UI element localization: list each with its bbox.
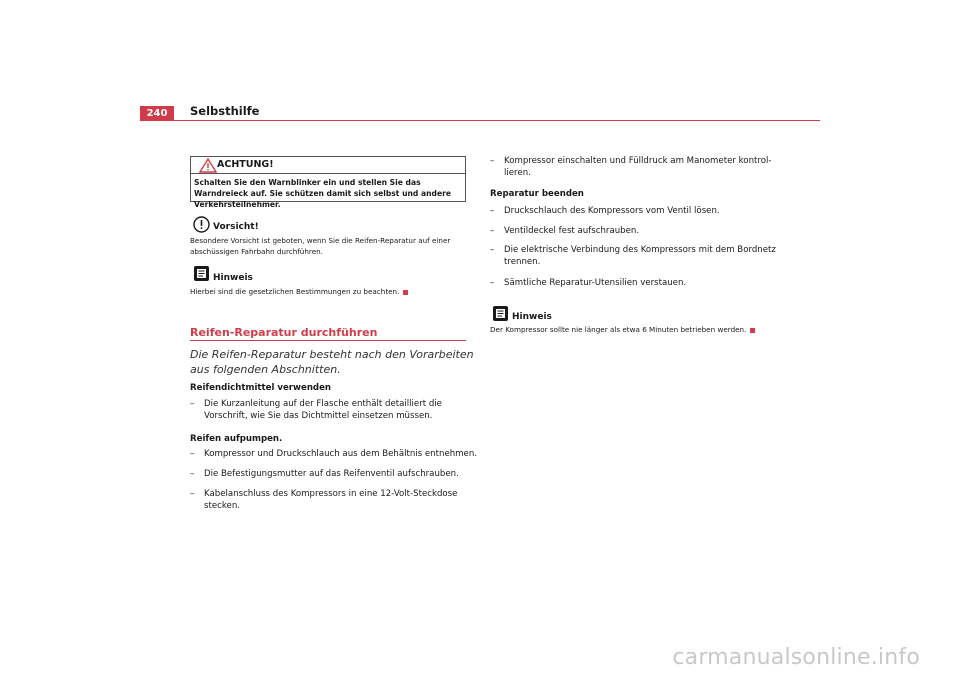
dash: –	[490, 278, 495, 288]
subheading-finish: Reparatur beenden	[490, 189, 584, 199]
warning-text: Schalten Sie den Warnblinker ein und stellen Sie das Warndreieck auf. Sie schützen damit sich selbst und andere Verkehrsteilnehmer.	[194, 178, 451, 209]
note-icon	[492, 305, 509, 322]
step	[190, 448, 494, 460]
step	[490, 277, 784, 289]
step	[490, 225, 784, 237]
note2-title: Hinweis	[512, 312, 552, 322]
dash: –	[490, 226, 495, 236]
page-number: 240	[140, 106, 174, 121]
dash: –	[490, 206, 495, 216]
step-text: Die elektrische Verbindung des Kompressors mit dem Bordnetz trennen.	[504, 245, 776, 267]
dash: –	[190, 469, 195, 479]
dash: –	[190, 399, 195, 409]
caution-text: Besondere Vorsicht ist geboten, wenn Sie die Reifen-Reparatur auf einer abschüssigen Fahrbahn durchführen.	[190, 236, 451, 256]
end-mark	[403, 290, 408, 295]
section-title: Selbsthilfe	[190, 104, 260, 118]
warning-box	[190, 156, 466, 209]
subheading-inflate: Reifen aufpumpen.	[190, 434, 283, 444]
exclamation-icon	[193, 216, 210, 233]
step-text: Kompressor und Druckschlauch aus dem Behältnis entnehmen.	[204, 449, 478, 459]
step-text: Druckschlauch des Kompressors vom Ventil lösen.	[504, 206, 720, 216]
warning-triangle-icon	[199, 158, 217, 173]
dash: –	[490, 245, 495, 255]
step	[490, 244, 784, 268]
section-heading: Reifen-Reparatur durchführen	[190, 326, 378, 339]
step	[190, 398, 480, 422]
subheading-sealant: Reifendichtmittel verwenden	[190, 383, 332, 393]
warning-title: ACHTUNG!	[217, 159, 274, 170]
end-mark	[750, 328, 755, 333]
caution-title: Vorsicht!	[213, 222, 259, 232]
step-text: Die Kurzanleitung auf der Flasche enthält detailliert die Vorschrift, wie Sie das Dichtmittel einsetzen müssen.	[204, 399, 442, 421]
note2-body: Der Kompressor sollte nie länger als etwa 6 Minuten betrieben werden.	[490, 325, 747, 334]
dash: –	[190, 489, 195, 499]
step	[490, 155, 784, 179]
step-text: Ventildeckel fest aufschrauben.	[504, 226, 640, 236]
step	[190, 468, 480, 480]
dash: –	[190, 449, 195, 459]
note2-text	[490, 325, 810, 336]
step-text: Sämtliche Reparatur-Utensilien verstauen.	[504, 278, 687, 288]
header-rule	[140, 120, 820, 121]
step	[490, 205, 784, 217]
step-text: Die Befestigungsmutter auf das Reifenventil aufschrauben.	[204, 469, 459, 479]
watermark: carmanualsonline.info	[672, 645, 920, 670]
dash: –	[490, 156, 495, 166]
note1-title: Hinweis	[213, 273, 253, 283]
note-icon	[193, 265, 210, 282]
step	[190, 488, 480, 512]
section-intro: Die Reifen-Reparatur besteht nach den Vorarbeiten aus folgenden Abschnitten.	[190, 348, 474, 376]
warning-header	[191, 157, 465, 174]
step-text: Kabelanschluss des Kompressors in eine 12-Volt-Steckdose stecken.	[204, 489, 458, 511]
note1-body: Hierbei sind die gesetzlichen Bestimmungen zu beachten.	[190, 287, 400, 296]
step-text: Kompressor einschalten und Fülldruck am Manometer kontrol-lieren.	[504, 156, 772, 178]
note1-text	[190, 287, 470, 298]
section-rule	[190, 340, 466, 341]
